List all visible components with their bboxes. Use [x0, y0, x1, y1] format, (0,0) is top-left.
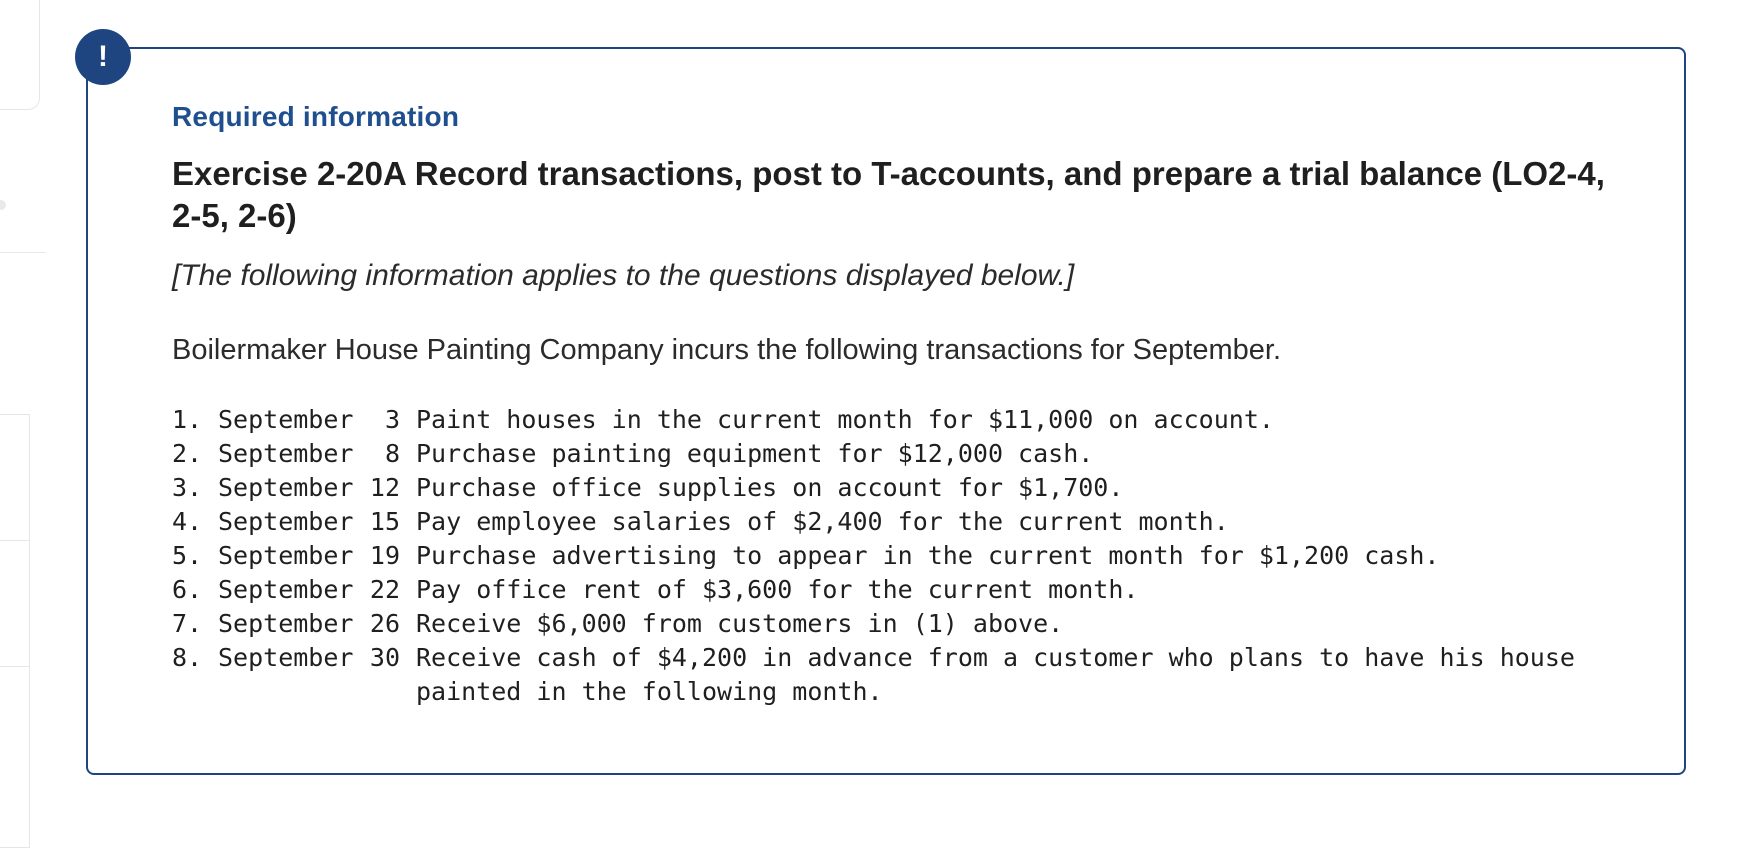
- transaction-description: Receive $6,000 from customers in (1) above.: [416, 609, 1064, 638]
- background-tile: [0, 540, 30, 668]
- transaction-month: September: [218, 439, 354, 468]
- transaction-number: 3.: [172, 473, 203, 502]
- transaction-day: 30: [369, 643, 400, 672]
- transaction-item: [172, 641, 1612, 709]
- transaction-day: 8: [384, 439, 400, 468]
- transaction-day: 22: [369, 575, 400, 604]
- transaction-day: 26: [369, 609, 400, 638]
- transaction-month: September: [218, 643, 354, 672]
- transaction-description: Purchase advertising to appear in the current month for $1,200 cash.: [416, 541, 1440, 570]
- transaction-description: Receive cash of $4,200 in advance from a customer who plans to have his house painted in the following month.: [416, 643, 1575, 706]
- transaction-month: September: [218, 473, 354, 502]
- transaction-description: Paint houses in the current month for $11,000 on account.: [416, 405, 1274, 434]
- transaction-item: [172, 471, 1612, 505]
- required-information-card: [86, 47, 1686, 775]
- card-content: [172, 99, 1612, 709]
- transaction-item: [172, 539, 1612, 573]
- transaction-number: 8.: [172, 643, 203, 672]
- transaction-month: September: [218, 541, 354, 570]
- transaction-day: 3: [384, 405, 400, 434]
- alert-exclamation-icon: !: [75, 29, 131, 85]
- background-tile: [0, 666, 30, 848]
- transaction-description: Pay employee salaries of $2,400 for the current month.: [416, 507, 1229, 536]
- background-tile: [0, 414, 30, 542]
- background-divider: [0, 252, 46, 253]
- transaction-item: [172, 403, 1612, 437]
- transaction-number: 7.: [172, 609, 203, 638]
- transaction-number: 6.: [172, 575, 203, 604]
- transaction-item: [172, 437, 1612, 471]
- transaction-day: 15: [369, 507, 400, 536]
- transaction-day: 12: [369, 473, 400, 502]
- transaction-day: 19: [369, 541, 400, 570]
- transaction-number: 5.: [172, 541, 203, 570]
- transaction-item: [172, 573, 1612, 607]
- transaction-item: [172, 505, 1612, 539]
- transaction-description: Purchase office supplies on account for $1,700.: [416, 473, 1124, 502]
- intro-note: [The following information applies to the questions displayed below.]: [172, 259, 1075, 292]
- exercise-title: Exercise 2-20A Record transactions, post to T-accounts, and prepare a trial balance (LO2-4, 2-5, 2-6): [172, 155, 1605, 234]
- transaction-description: Pay office rent of $3,600 for the current month.: [416, 575, 1139, 604]
- transaction-number: 1.: [172, 405, 203, 434]
- company-description: Boilermaker House Painting Company incurs the following transactions for September.: [172, 334, 1281, 366]
- transaction-month: September: [218, 507, 354, 536]
- transaction-month: September: [218, 575, 354, 604]
- transaction-month: September: [218, 609, 354, 638]
- transaction-item: [172, 607, 1612, 641]
- transaction-description: Purchase painting equipment for $12,000 cash.: [416, 439, 1094, 468]
- background-panel-edge: [0, 0, 40, 110]
- required-information-heading: Required information: [172, 101, 460, 132]
- transaction-number: 4.: [172, 507, 203, 536]
- transaction-list: [172, 403, 1612, 709]
- transaction-number: 2.: [172, 439, 203, 468]
- background-scroll-dot: [0, 200, 6, 210]
- transaction-month: September: [218, 405, 354, 434]
